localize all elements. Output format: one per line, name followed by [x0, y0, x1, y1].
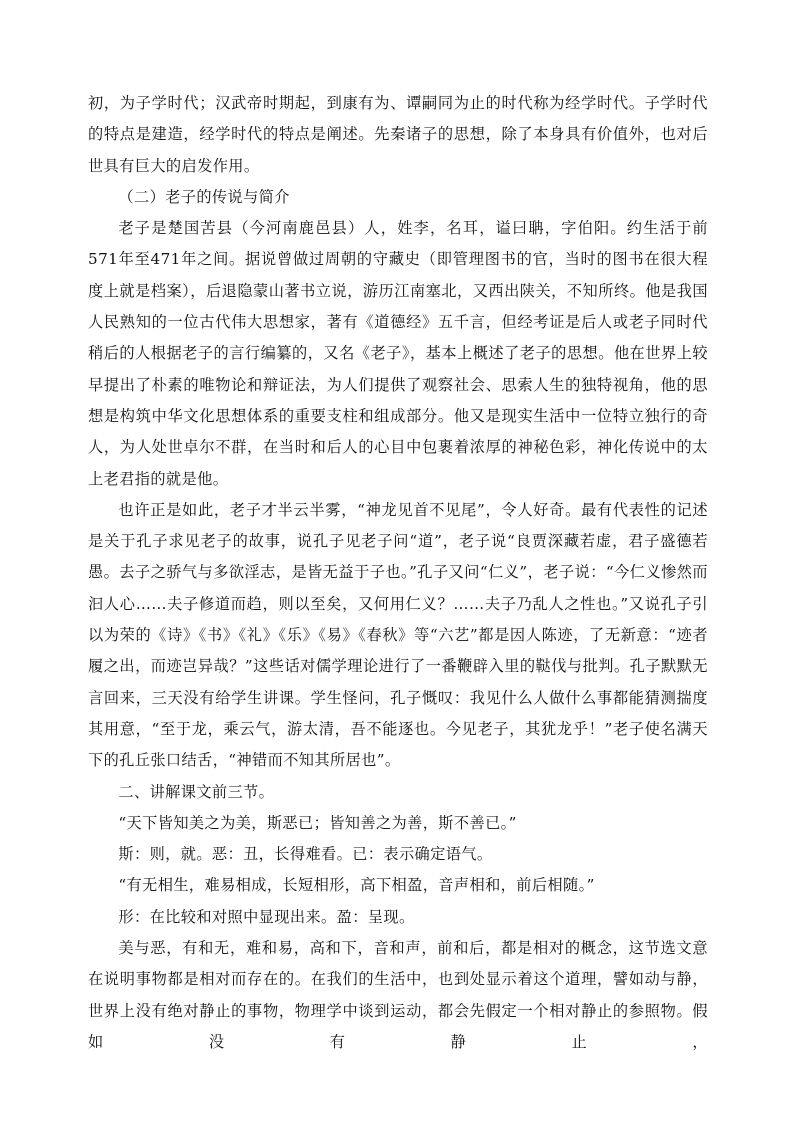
section-heading-lecture: 二、讲解课文前三节。 — [118, 782, 275, 801]
paragraph-intro-continuation: 初，为子学时代；汉武帝时期起，到康有为、谭嗣同为止的时代称为经学时代。子学时代的特点是建造，经学时代的特点是阐述。先秦诸子的思想，除了本身具有价值外，也对后世具有巨大的启发作用。 — [88, 94, 708, 175]
document-page — [88, 88, 708, 1058]
paragraph-laozi-biography: 老子是楚国苦县（今河南鹿邑县）人，姓李，名耳，谥曰聃，字伯阳。约生活于前571年至471年之间。据说曾做过周朝的守藏史（即管理图书的官，当时的图书在很大程度上就是档案），后退隐蒙山著书立说，游历江南塞北，又西出陕关，不知所终。他是我国人民熟知的一位古代伟大思想家，著有《道德经》五千言，但经考证是后人或老子同时代稍后的人根据老子的言行编纂的，又名《老子》，基本上概述了老子的思想。他在世界上较早提出了朴素的唯物论和辩证法，为人们提供了观察社会、思索人生的独特视角，他的思想是构筑中华文化思想体系的重要支柱和组成部分。他又是现实生活中一位特立独行的奇人，为人处世卓尔不群，在当时和后人的心目中包裹着浓厚的神秘色彩，神化传说中的太上老君指的就是他。 — [88, 219, 708, 488]
paragraph-confucius-story: 也许正是如此，老子才半云半雾，“神龙见首不见尾”，令人好奇。最有代表性的记述是关于孔子求见老子的故事，说孔子见老子问“道”，老子说“良贾深藏若虚，君子盛德若愚。去子之骄气与多欲淫志，是皆无益于子也。”孔子又问“仁义”，老子说：“今仁义惨然而汩人心……夫子修道而趋，则以至矣，又何用仁义？……夫子乃乱人之性也。”又说孔子引以为荣的《诗》《书》《礼》《乐》《易》《春秋》等“六艺”都是因人陈迹，了无新意：“迹者履之出，而迹岂异哉？”这些话对儒学理论进行了一番鞭辟入里的鞑伐与批判。孔子默默无言回来，三天没有给学生讲课。学生怪问，孔子慨叹：我见什么人做什么事都能猜测揣度其用意，“至于龙，乘云气，游太清，吾不能逐也。今见老子，其犹龙乎！”老子使名满天下的孔丘张口结舌，“神错而不知其所居也”。 — [88, 500, 708, 770]
gloss-xing-ying: 形：在比较和对照中显现出来。盈：呈现。 — [118, 907, 415, 926]
gloss-si-e-yi: 斯：则，就。恶：丑，长得难看。已：表示确定语气。 — [118, 845, 493, 864]
quote-opposites: “有无相生，难易相成，长短相形，高下相盈，音声相和，前后相随。” — [118, 876, 595, 895]
section-heading-laozi: （二）老子的传说与简介 — [118, 187, 290, 206]
quote-beauty-good: “天下皆知美之为美，斯恶已；皆知善之为善，斯不善已。” — [118, 813, 517, 832]
paragraph-relativity-explanation: 美与恶，有和无，难和易，高和下，音和声，前和后，都是相对的概念，这节选文意在说明事物都是相对而存在的。在我们的生活中，也到处显示着这个道理，譬如动与静，世界上没有绝对静止的事物，物理学中谈到运动，都会先假定一个相对静止的参照物。假如没有静止， — [88, 939, 708, 1051]
